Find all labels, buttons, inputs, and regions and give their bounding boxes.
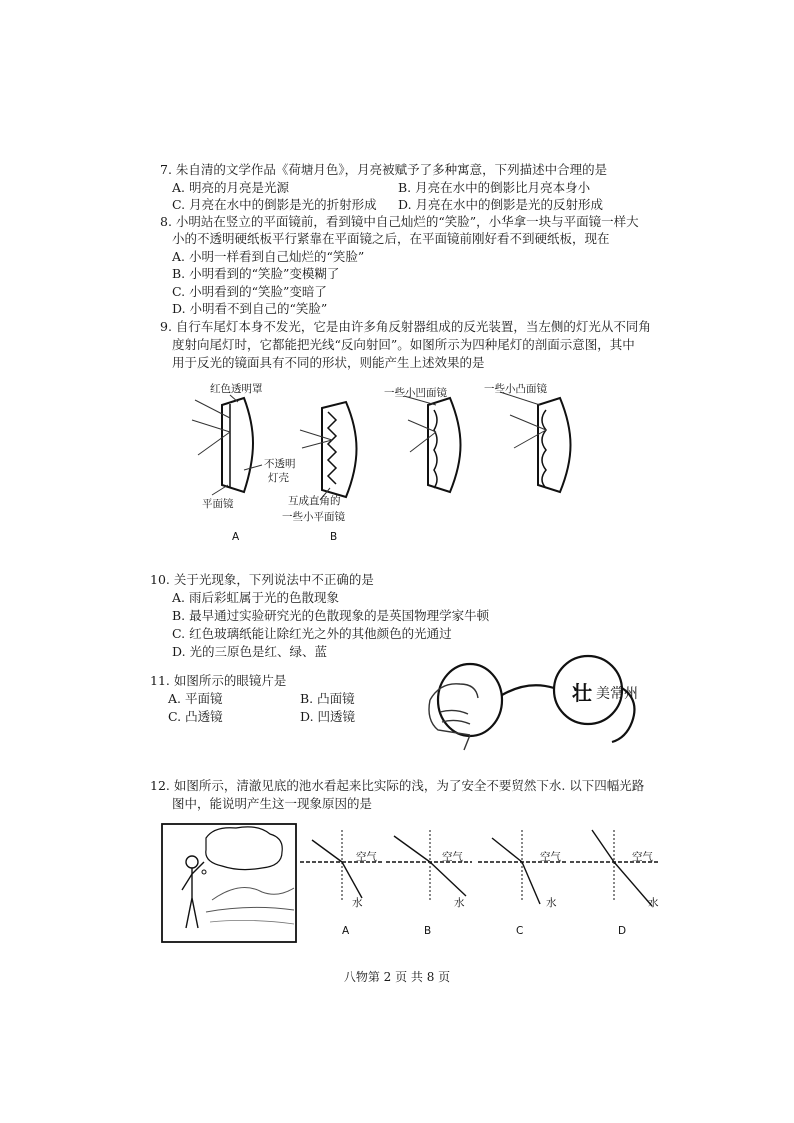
q12-a-water: 水	[352, 897, 363, 909]
q10-option-a: A. 雨后彩虹属于光的色散现象	[172, 590, 339, 605]
q9-stem-line3: 用于反光的镜面具有不同的形状，则能产生上述效果的是	[172, 355, 485, 370]
q10-stem: 10. 关于光现象，下列说法中不正确的是	[150, 572, 374, 587]
q12-c-water: 水	[546, 897, 557, 909]
q8-option-b: B. 小明看到的“笑脸”变模糊了	[172, 266, 340, 281]
q12-b-air: 空气	[442, 851, 463, 863]
page-footer: 八物第 2 页 共 8 页	[343, 970, 451, 984]
q11-option-b: B. 凸面镜	[300, 691, 355, 706]
q9-stem-line1: 9. 自行车尾灯本身不发光，它是由许多角反射器组成的反光装置，当左侧的灯光从不同角	[160, 319, 651, 334]
q9-label-plane-mirror: 平面镜	[202, 498, 234, 510]
q12-label-b: B	[424, 925, 432, 937]
q8-option-d: D. 小明看不到自己的“笑脸”	[172, 301, 328, 316]
q9-label-red-cover: 红色透明罩	[210, 383, 263, 395]
q8-option-c: C. 小明看到的“笑脸”变暗了	[172, 284, 327, 299]
q12-stem-line1: 12. 如图所示，清澈见底的池水看起来比实际的浅，为了安全不要贸然下水. 以下四幅光路	[150, 778, 645, 793]
q9-option-a-label: A	[232, 531, 240, 543]
q9-label-right-angle-1: 互成直角的	[288, 495, 341, 507]
q12-label-a: A	[342, 925, 350, 937]
q9-label-opaque-shell-2: 灯壳	[268, 472, 289, 484]
q7-option-d: D. 月亮在水中的倒影是光的反射形成	[398, 197, 604, 212]
q12-c-air: 空气	[540, 851, 561, 863]
q11-stem: 11. 如图所示的眼镜片是	[150, 673, 287, 688]
q8-option-a: A. 小明一样看到自己灿烂的“笑脸”	[172, 249, 365, 264]
q9-stem-line2: 度射向尾灯时，它都能把光线“反向射回”。如图所示为四种尾灯的剖面示意图，其中	[172, 337, 635, 352]
q7-stem: 7. 朱自清的文学作品《荷塘月色》，月亮被赋予了多种寓意，下列描述中合理的是	[160, 162, 608, 177]
q9-label-opaque-shell-1: 不透明	[264, 458, 296, 470]
q11-option-d: D. 凹透镜	[300, 709, 356, 724]
q7-option-c: C. 月亮在水中的倒影是光的折射形成	[172, 197, 377, 212]
q12-a-air: 空气	[356, 851, 377, 863]
q10-option-c: C. 红色玻璃纸能让除红光之外的其他颜色的光通过	[172, 626, 452, 641]
person-icon	[182, 856, 204, 928]
q12-stem-line2: 图中，能说明产生这一现象原因的是	[172, 796, 373, 811]
q12-pool-picture	[162, 824, 296, 942]
glasses-text-magnified: 壮	[572, 681, 592, 705]
q12-d-water: 水	[648, 897, 659, 909]
q12-b-water: 水	[454, 897, 465, 909]
q9-label-right-angle-2: 一些小平面镜	[282, 511, 345, 523]
q9-option-b-label: B	[330, 531, 338, 543]
q11-option-c: C. 凸透镜	[168, 709, 223, 724]
q7-option-a: A. 明亮的月亮是光源	[172, 180, 289, 195]
q12-label-d: D	[618, 925, 627, 937]
glasses-text-normal: 美常州	[596, 686, 638, 702]
q12-d-air: 空气	[632, 851, 653, 863]
q7-option-b: B. 月亮在水中的倒影比月亮本身小	[398, 180, 591, 195]
q12-label-c: C	[516, 925, 524, 937]
q10-option-d: D. 光的三原色是红、绿、蓝	[172, 644, 328, 659]
q9-label-concave: 一些小凹面镜	[384, 387, 447, 399]
q8-stem-line2: 小的不透明硬纸板平行紧靠在平面镜之后，在平面镜前刚好看不到硬纸板，现在	[172, 231, 610, 246]
thought-bubble	[206, 827, 282, 870]
q10-option-b: B. 最早通过实验研究光的色散现象的是英国物理学家牛顿	[172, 608, 490, 623]
q9-label-convex: 一些小凸面镜	[484, 383, 547, 395]
q11-option-a: A. 平面镜	[168, 691, 223, 706]
q8-stem-line1: 8. 小明站在竖立的平面镜前，看到镜中自己灿烂的“笑脸”，小华拿一块与平面镜一样大	[160, 214, 639, 229]
